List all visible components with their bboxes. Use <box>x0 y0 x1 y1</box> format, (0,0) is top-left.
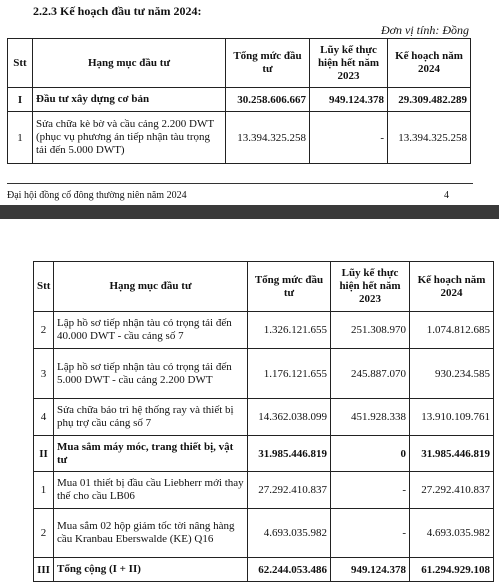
row-item: Lập hồ sơ tiếp nhận tàu có trọng tải đến 5.000 DWT - cầu cảng 2.200 DWT <box>54 349 248 399</box>
row-total: 1.326.121.655 <box>248 312 331 349</box>
table-row <box>34 509 494 558</box>
row-cumulative: - <box>331 472 410 509</box>
table-header-row <box>34 262 494 312</box>
row-cumulative: 451.928.338 <box>331 399 410 436</box>
header-total: Tổng mức đầu tư <box>226 39 310 88</box>
table-row <box>8 112 471 164</box>
row-total: 14.362.038.099 <box>248 399 331 436</box>
header-cumulative: Lũy kế thực hiện hết năm 2023 <box>331 262 410 312</box>
row-plan: 61.294.929.108 <box>410 558 494 582</box>
row-total: 30.258.606.667 <box>226 88 310 112</box>
row-plan: 27.292.410.837 <box>410 472 494 509</box>
row-stt: 1 <box>34 472 54 509</box>
row-plan: 13.910.109.761 <box>410 399 494 436</box>
row-total: 1.176.121.655 <box>248 349 331 399</box>
row-total: 62.244.053.486 <box>248 558 331 582</box>
row-total: 13.394.325.258 <box>226 112 310 164</box>
footer-text: Đại hội đồng cổ đông thường niên năm 2024 <box>7 190 187 201</box>
row-cumulative: 949.124.378 <box>331 558 410 582</box>
row-plan: 4.693.035.982 <box>410 509 494 558</box>
row-cumulative: - <box>310 112 388 164</box>
row-item: Tổng cộng (I + II) <box>54 558 248 582</box>
table-header-row <box>8 39 471 88</box>
row-plan: 930.234.585 <box>410 349 494 399</box>
row-stt: 1 <box>8 112 33 164</box>
header-stt: Stt <box>8 39 33 88</box>
row-stt: III <box>34 558 54 582</box>
row-item: Sửa chữa bảo trì hệ thống ray và thiết bị phụ trợ cầu cảng số 7 <box>54 399 248 436</box>
row-stt: II <box>34 436 54 472</box>
header-plan: Kế hoạch năm 2024 <box>410 262 494 312</box>
row-item: Mua 01 thiết bị đầu cầu Liebherr mới thay thế cho cầu LB06 <box>54 472 248 509</box>
header-stt: Stt <box>34 262 54 312</box>
page-number: 4 <box>444 190 449 201</box>
row-item: Đầu tư xây dựng cơ bản <box>33 88 226 112</box>
row-stt: I <box>8 88 33 112</box>
investment-table-part2 <box>33 261 494 582</box>
header-cumulative: Lũy kế thực hiện hết năm 2023 <box>310 39 388 88</box>
row-item: Mua sắm máy móc, trang thiết bị, vật tư <box>54 436 248 472</box>
row-cumulative: 0 <box>331 436 410 472</box>
row-cumulative: - <box>331 509 410 558</box>
row-item: Sửa chữa kè bờ và cầu cảng 2.200 DWT (phục vụ phương án tiếp nhận tàu trọng tải đến 5.000 DWT) <box>33 112 226 164</box>
footer-divider <box>7 183 473 184</box>
row-item: Lập hồ sơ tiếp nhận tàu có trọng tải đến 40.000 DWT - cầu cảng số 7 <box>54 312 248 349</box>
unit-note: Đơn vị tính: Đồng <box>380 23 469 37</box>
row-stt: 3 <box>34 349 54 399</box>
table-row <box>34 399 494 436</box>
row-plan: 29.309.482.289 <box>388 88 471 112</box>
section-title: 2.2.3 Kế hoạch đầu tư năm 2024: <box>33 4 202 18</box>
header-plan: Kế hoạch năm 2024 <box>388 39 471 88</box>
row-plan: 31.985.446.819 <box>410 436 494 472</box>
row-plan: 1.074.812.685 <box>410 312 494 349</box>
header-item: Hạng mục đầu tư <box>54 262 248 312</box>
row-stt: 2 <box>34 509 54 558</box>
row-item: Mua sắm 02 hộp giảm tốc tời nâng hàng cầu Kranbau Eberswalde (KE) Q16 <box>54 509 248 558</box>
row-stt: 4 <box>34 399 54 436</box>
row-cumulative: 245.887.070 <box>331 349 410 399</box>
table-row <box>8 88 471 112</box>
table-row <box>34 312 494 349</box>
page-separator <box>0 205 499 219</box>
table-row <box>34 436 494 472</box>
row-total: 27.292.410.837 <box>248 472 331 509</box>
header-item: Hạng mục đầu tư <box>33 39 226 88</box>
investment-table-part1 <box>7 38 471 164</box>
table-row <box>34 349 494 399</box>
header-total: Tổng mức đầu tư <box>248 262 331 312</box>
table-row <box>34 472 494 509</box>
row-cumulative: 949.124.378 <box>310 88 388 112</box>
row-plan: 13.394.325.258 <box>388 112 471 164</box>
row-total: 31.985.446.819 <box>248 436 331 472</box>
page-top <box>0 0 499 205</box>
row-total: 4.693.035.982 <box>248 509 331 558</box>
table-row <box>34 558 494 582</box>
row-cumulative: 251.308.970 <box>331 312 410 349</box>
row-stt: 2 <box>34 312 54 349</box>
